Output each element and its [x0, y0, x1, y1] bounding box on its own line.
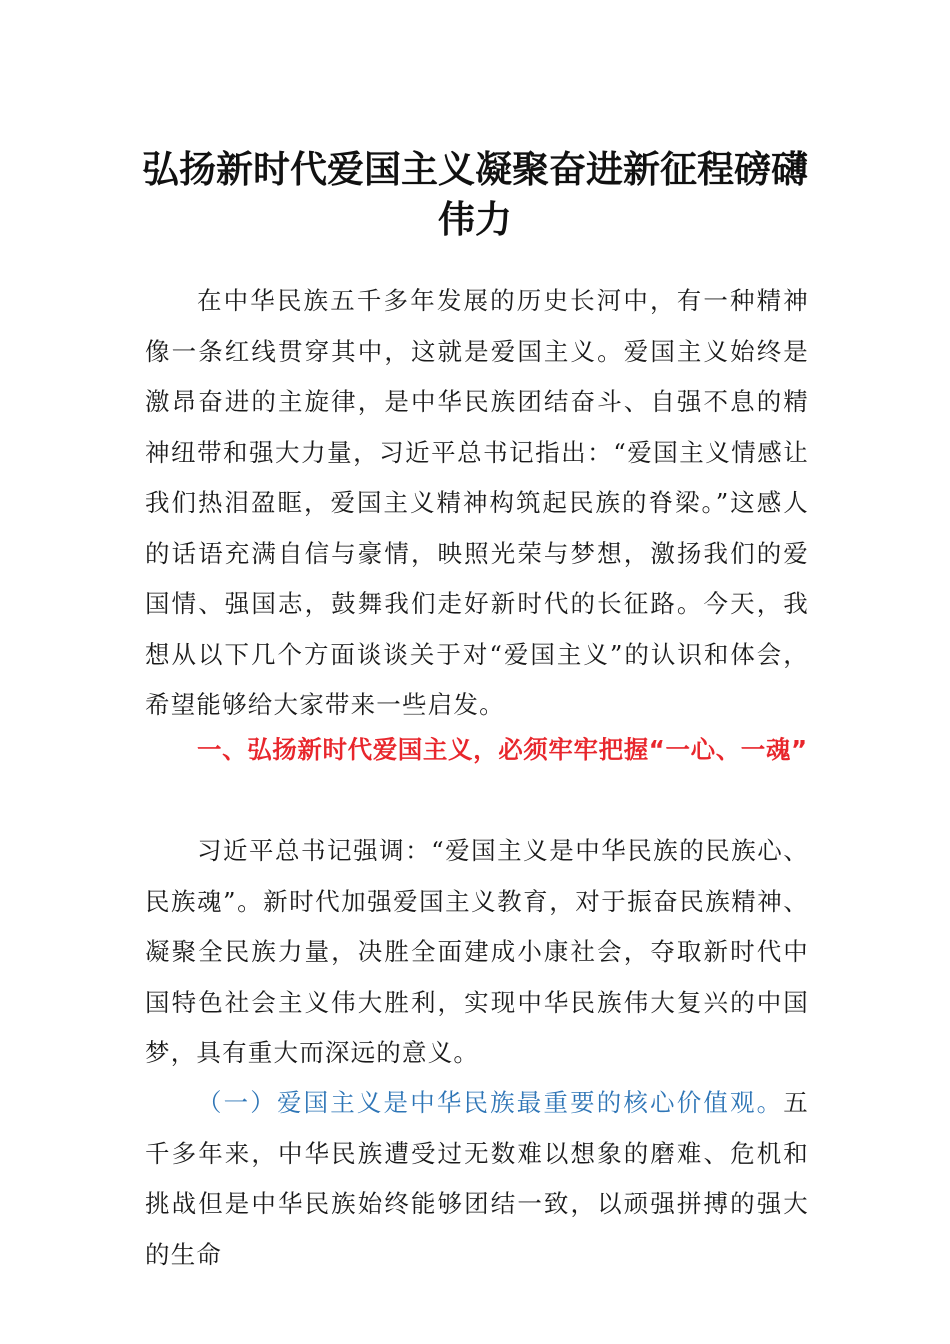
subsection-1-text: 五千多年来，中华民族遭受过无数难以想象的磨难、危机和挑战但是中华民族始终能够团结一致，以顽强拼搏的强大的生命 — [145, 1088, 809, 1269]
subsection-1-paragraph — [145, 1078, 809, 1280]
title-line-1: 弘扬新时代爱国主义凝聚奋进新征程磅礴 — [142, 148, 808, 191]
document-title — [140, 145, 810, 245]
section-1-paragraph: 习近平总书记强调：“爱国主义是中华民族的民族心、民族魂”。新时代加强爱国主义教育，对于振奋民族精神、凝聚全民族力量，决胜全面建成小康社会，夺取新时代中国特色社会主义伟大胜利，实现中华民族伟大复兴的中国梦，具有重大而深远的意义。 — [145, 836, 809, 1067]
section-heading-1: 一、弘扬新时代爱国主义，必须牢牢把握“一心、一魂” — [197, 735, 808, 764]
title-line-2: 伟力 — [438, 198, 512, 241]
intro-paragraph: 在中华民族五千多年发展的历史长河中，有一种精神像一条红线贯穿其中，这就是爱国主义。爱国主义始终是激昂奋进的主旋律，是中华民族团结奋斗、自强不息的精神纽带和强大力量，习近平总书记指出：“爱国主义情感让我们热泪盈眶，爱国主义精神构筑起民族的脊梁。”这感人的话语充满自信与豪情，映照光荣与梦想，激扬我们的爱国情、强国志，鼓舞我们走好新时代的长征路。今天，我想从以下几个方面谈谈关于对“爱国主义”的认识和体会，希望能够给大家带来一些启发。 — [145, 286, 809, 719]
subsection-heading-1: （一）爱国主义是中华民族最重要的核心价值观。 — [197, 1088, 784, 1117]
